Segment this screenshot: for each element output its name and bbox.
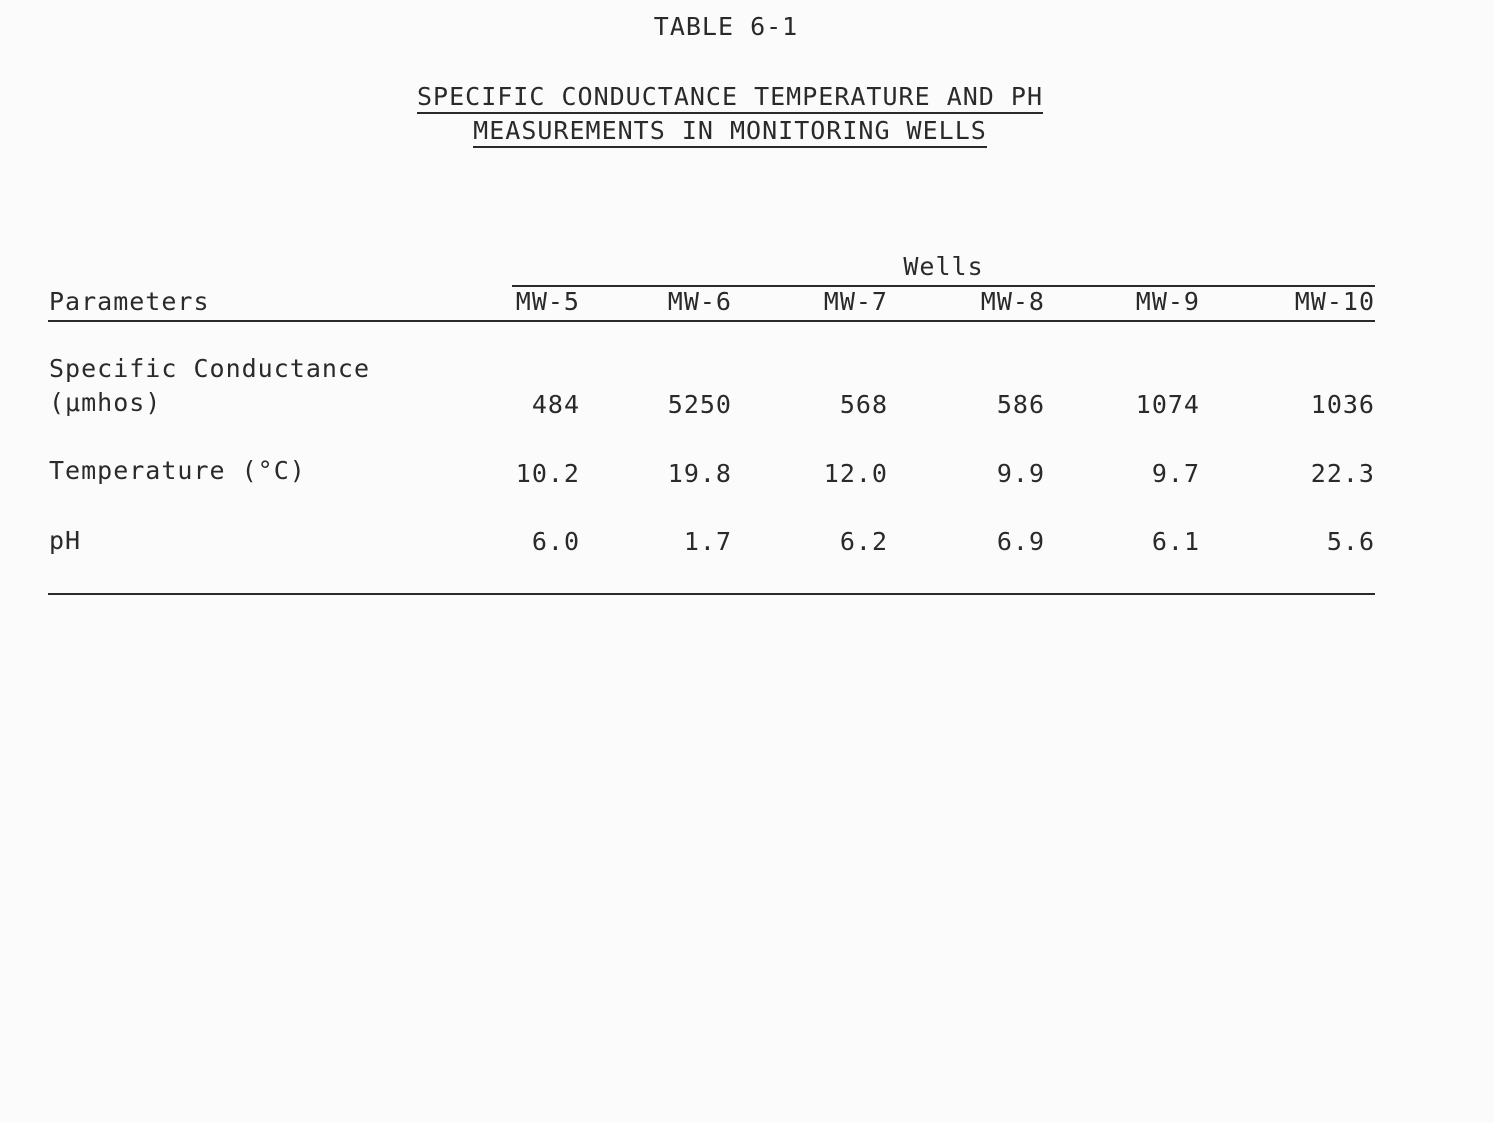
- table-title-line-2-text: MEASUREMENTS IN MONITORING WELLS: [473, 116, 987, 148]
- table-cell: 12.0: [823, 459, 888, 488]
- table-title-line-1-text: SPECIFIC CONDUCTANCE TEMPERATURE AND PH: [417, 82, 1043, 114]
- column-header-mw-10: MW-10: [1294, 287, 1375, 316]
- table-title-line-1: [0, 82, 1460, 114]
- table-cell: 484: [531, 390, 580, 419]
- table-cell: 10.2: [515, 459, 580, 488]
- column-header-mw-8: MW-8: [980, 287, 1045, 316]
- row-label-unit: (μmhos): [49, 388, 162, 417]
- row-label: pH: [49, 526, 82, 555]
- parameters-header: Parameters: [49, 287, 210, 316]
- table-title-line-2: [0, 116, 1460, 148]
- table-cell: 19.8: [667, 459, 732, 488]
- header-rule: [48, 320, 1375, 322]
- table-cell: 6.2: [839, 527, 888, 556]
- column-header-mw-7: MW-7: [823, 287, 888, 316]
- wells-group-header: Wells: [903, 252, 984, 281]
- table-cell: 22.3: [1310, 459, 1375, 488]
- row-label: Specific Conductance: [49, 354, 371, 383]
- column-header-mw-6: MW-6: [667, 287, 732, 316]
- row-label: Temperature (°C): [49, 456, 306, 485]
- table-cell: 1.7: [683, 527, 732, 556]
- table-cell: 6.0: [531, 527, 580, 556]
- table-cell: 6.1: [1151, 527, 1200, 556]
- table-cell: 9.9: [996, 459, 1045, 488]
- table-cell: 5250: [667, 390, 732, 419]
- bottom-rule: [48, 593, 1375, 595]
- column-header-mw-5: MW-5: [515, 287, 580, 316]
- table-cell: 1036: [1310, 390, 1375, 419]
- column-header-mw-9: MW-9: [1135, 287, 1200, 316]
- table-cell: 1074: [1135, 390, 1200, 419]
- table-cell: 9.7: [1151, 459, 1200, 488]
- table-number: TABLE 6-1: [653, 12, 799, 41]
- table-cell: 568: [839, 390, 888, 419]
- table-cell: 6.9: [996, 527, 1045, 556]
- table-cell: 5.6: [1326, 527, 1375, 556]
- table-cell: 586: [996, 390, 1045, 419]
